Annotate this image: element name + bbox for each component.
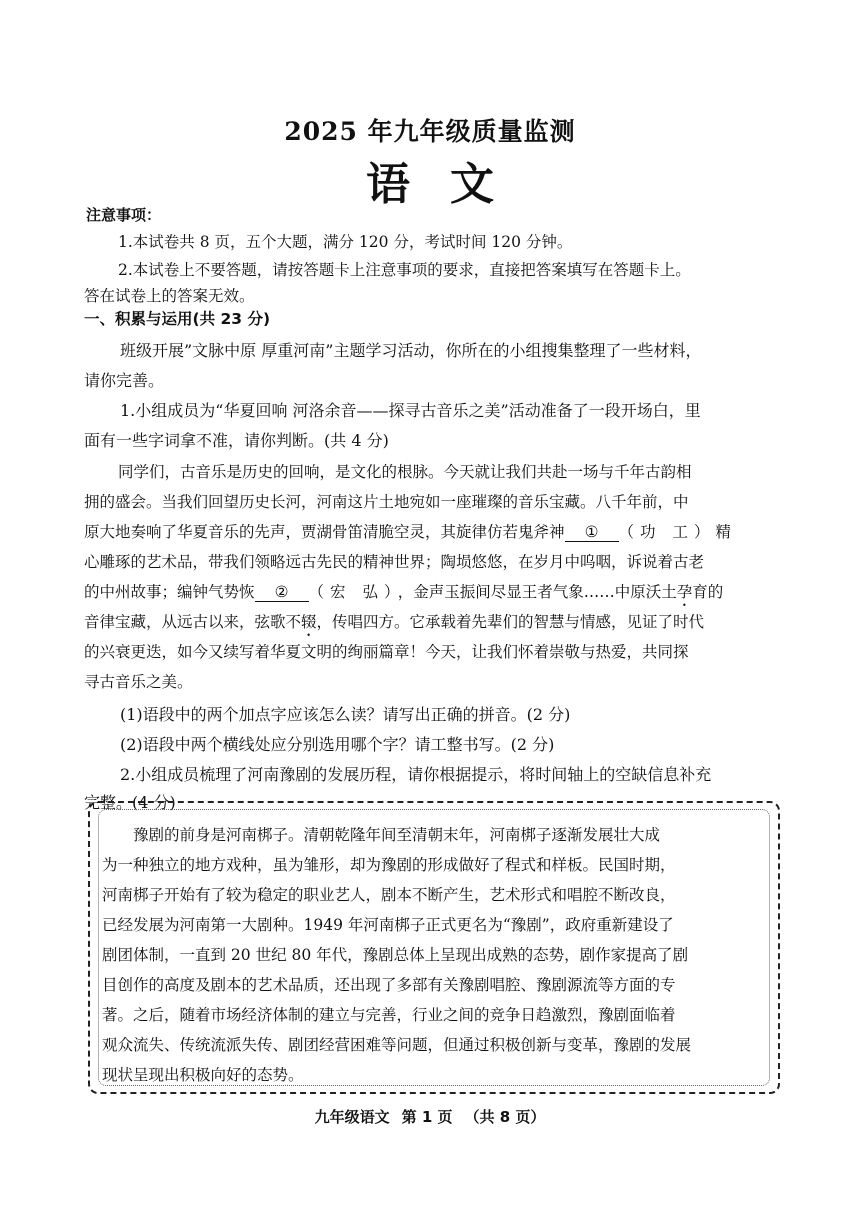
passage-line-4: 心雕琢的艺术品，带我们领略远古先民的精神世界；陶埙悠悠，在岁月中呜咽，诉说着古老 (84, 553, 705, 571)
box-line-2: 为一种独立的地方戏种，虽为雏形，却为豫剧的形成做好了程式和样板。民国时期， (102, 856, 676, 874)
q2-stem-line-2: 完整。(4 分) (84, 793, 176, 812)
notes-item-2-cont: 答在试卷上的答案无效。 (84, 287, 255, 305)
page-footer (0, 1106, 860, 1127)
box-line-5: 剧团体制，一直到 20 世纪 80 年代，豫剧总体上呈现出成熟的态势，剧作家提高了剧 (102, 946, 689, 964)
box-line-9: 现状呈现出积极向好的态势。 (102, 1066, 304, 1084)
box-line-8: 观众流失、传统流派失传、剧团经营困难等问题，但通过积极创新与变革，豫剧的发展 (102, 1036, 692, 1054)
passage-line-7: 的兴衰更迭，如今又续写着华夏文明的绚丽篇章！今天，让我们怀着崇敬与热爱，共同探 (84, 643, 689, 661)
dotted-char-2: 辍 (301, 613, 317, 631)
passage-line-5: 的中州故事；编钟气势恢 ② （宏 弘），金声玉振间尽显王者气象……中原沃土孕育的 (84, 583, 724, 601)
dotted-char-1: 孕 (676, 583, 693, 601)
q1-stem-line-2: 面有一些字词拿不准，请你判断。(共 4 分) (84, 431, 389, 450)
footer-page: 第 1 页 (401, 1108, 453, 1126)
q1-stem-line-1: 1.小组成员为“华夏回响 河洛余音——探寻古音乐之美”活动准备了一段开场白，里 (120, 401, 701, 420)
subject-title: 语文 (366, 159, 534, 210)
passage-line-8: 寻古音乐之美。 (84, 673, 193, 691)
passage-line-3: 原大地奏响了华夏音乐的先声，贾湖骨笛清脆空灵，其旋律仿若鬼斧神 ① （功 工）精 (84, 523, 731, 541)
box-line-4: 已经发展为河南第一大剧种。1949 年河南梆子正式更名为“豫剧”，政府重新建设了 (102, 916, 674, 934)
passage-line-2: 拥的盛会。当我们回望历史长河，河南这片土地宛如一座璀璨的音乐宝藏。八千年前，中 (84, 493, 689, 511)
exam-title: 2025 年九年级质量监测 (284, 117, 576, 146)
notes-item-2: 2.本试卷上不要答题，请按答题卡上注意事项的要求，直接把答案填写在答题卡上。 (118, 261, 691, 279)
intro-line-2: 请你完善。 (84, 371, 165, 390)
notes-item-1: 1.本试卷共 8 页，五个大题，满分 120 分，考试时间 120 分钟。 (118, 233, 573, 251)
box-line-3: 河南梆子开始有了较为稳定的职业艺人，剧本不断产生，艺术形式和唱腔不断改良， (102, 886, 676, 904)
blank-1: ① (565, 523, 619, 542)
intro-line-1: 班级开展”文脉中原 厚重河南”主题学习活动，你所在的小组搜集整理了一些材料， (120, 341, 702, 360)
q2-stem-line-1: 2.小组成员梳理了河南豫剧的发展历程，请你根据提示，将时间轴上的空缺信息补充 (120, 765, 712, 784)
box-line-1: 豫剧的前身是河南梆子。清朝乾隆年间至清朝末年，河南梆子逐渐发展壮大成 (133, 826, 661, 844)
footer-subject: 九年级语文 (314, 1108, 390, 1126)
blank-2: ② (255, 583, 309, 602)
footer-total: （共 8 页） (464, 1108, 546, 1126)
box-line-7: 著。之后，随着市场经济体制的建立与完善，行业之间的竞争日趋激烈，豫剧面临着 (102, 1006, 676, 1024)
notes-heading: 注意事项： (86, 206, 162, 224)
passage-line-6: 音律宝藏，从远古以来，弦歌不辍，传唱四方。它承载着先辈们的智慧与情感，见证了时代 (84, 613, 705, 631)
section-heading: 一、积累与运用(共 23 分) (84, 310, 271, 328)
box-line-6: 目创作的高度及剧本的艺术品质，还出现了多部有关豫剧唱腔、豫剧源流等方面的专 (102, 976, 676, 994)
q1-sub-1: (1)语段中的两个加点字应该怎么读？请写出正确的拼音。(2 分) (120, 705, 571, 724)
passage-line-1: 同学们，古音乐是历史的回响，是文化的根脉。今天就让我们共赴一场与千年古韵相 (118, 463, 692, 481)
q1-sub-2: (2)语段中两个横线处应分别选用哪个字？请工整书写。(2 分) (120, 735, 555, 754)
